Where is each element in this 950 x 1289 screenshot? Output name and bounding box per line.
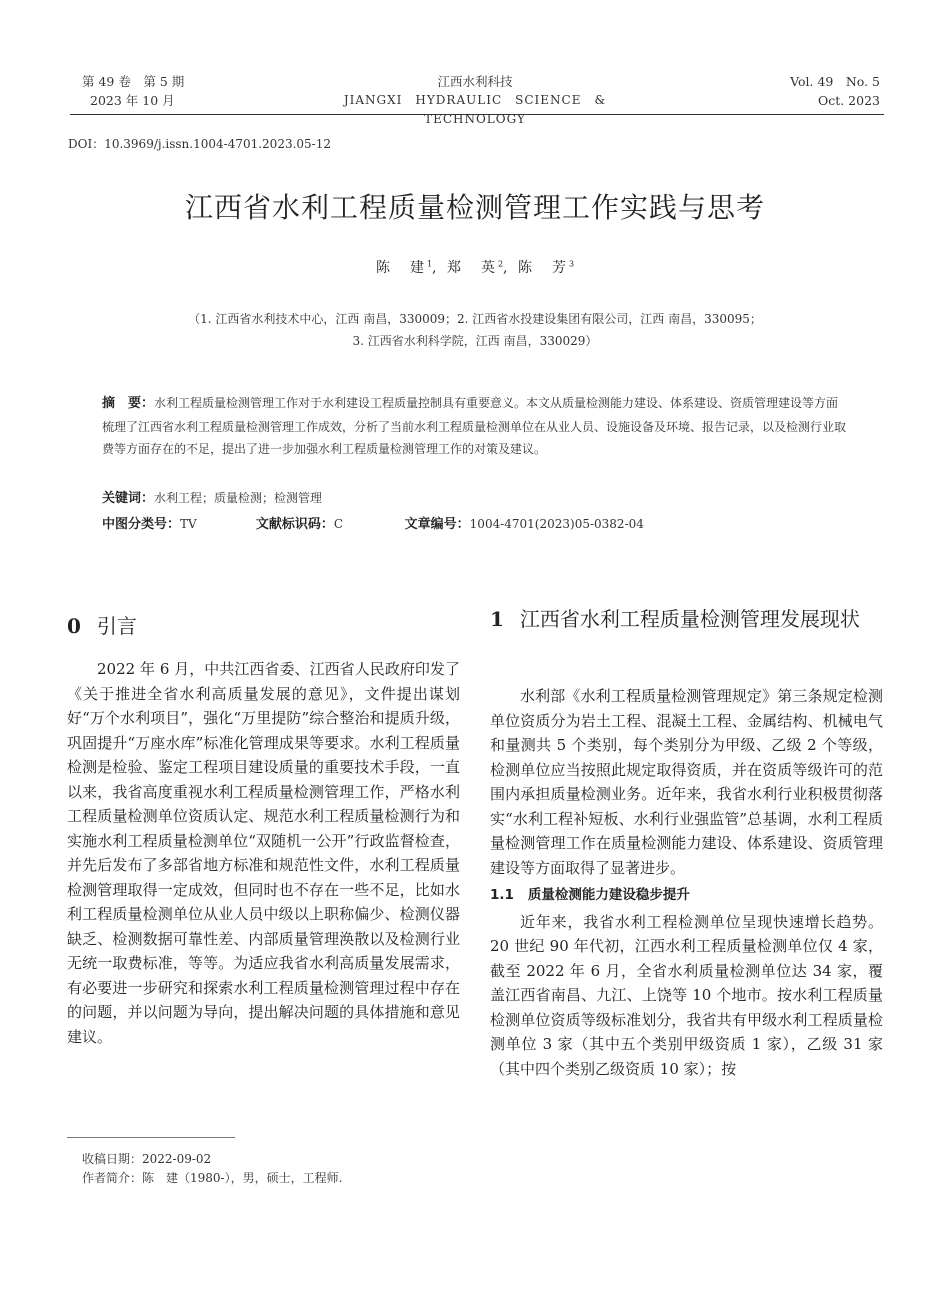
- running-header-center: [300, 72, 650, 129]
- affiliation-line-1: （1. 江西省水利技术中心，江西 南昌，330009；2. 江西省水投建设集团有限公司，江西 南昌，330095；: [188, 312, 762, 326]
- issue-date-en: Oct. 2023: [817, 93, 880, 108]
- abstract-text: 水利工程质量检测管理工作对于水利建设工程质量控制具有重要意义。本文从质量检测能力建设、体系建设、资质管理建设等方面梳理了江西省水利工程质量检测管理工作成效，分析了当前水利工程质量检测单位在从业人员、设施设备及环境、报告记录，以及检测行业取费等方面存在的不足，提出了进一步加强水利工程质量检测管理工作的对策及建议。: [102, 396, 847, 456]
- keywords: [102, 487, 322, 506]
- section-1-heading: [490, 604, 885, 634]
- clc-number: 中图分类号：TV: [102, 517, 197, 532]
- author-3: 陈 芳$^3$: [517, 259, 575, 276]
- received-date: 收稿日期：2022-09-02: [82, 1152, 212, 1166]
- author-2: 郑 英$^2$: [446, 259, 504, 276]
- subsection-1-1-paragraph: 近年来，我省水利工程检测单位呈现快速增长趋势。20 世纪 90 年代初，江西水利工程质量检测单位仅 4 家，截至 2022 年 6 月，全省水利质量检测单位达 34 家，覆盖江西省南昌、九江、上饶等 10 个地市。按水利工程质量检测单位资质等级标准划分，我省共有甲级水利工程质量检测单位 3 家（其中五个类别甲级资质 1 家），乙级 31 家（其中四个类别乙级资质 10 家）；按: [490, 912, 883, 1078]
- doi: DOI：10.3969/j.issn.1004-4701.2023.05-12: [68, 137, 331, 151]
- right-column: [490, 684, 883, 1081]
- journal-name-en: JIANGXI HYDRAULIC SCIENCE & TECHNOLOGY: [343, 93, 620, 126]
- journal-name-cn: 江西水利科技: [437, 74, 513, 89]
- subsection-1-1-heading: [490, 883, 883, 908]
- subsection-1-1-title: 质量检测能力建设稳步提升: [527, 887, 690, 903]
- section-0-title: 引言: [96, 614, 137, 638]
- left-column: [67, 657, 460, 1049]
- section-0-paragraph: 2022 年 6 月，中共江西省委、江西省人民政府印发了《关于推进全省水利高质量发展的意见》，文件提出谋划好“万个水利项目”，强化“万里提防”综合整治和提质升级，巩固提升“万座水库”标准化管理成果等要求。水利工程质量检测是检验、鉴定工程项目建设质量的重要技术手段，一直以来，我省高度重视水利工程质量检测管理工作，严格水利工程质量检测单位资质认定、规范水利工程质量检测行为和实施水利工程质量检测单位“双随机一公开”行政监督检查，并先后发布了多部省地方标准和规范性文件，水利工程质量检测管理取得一定成效，但同时也不存在一些不足，比如水利工程质量检测单位从业人员中级以上职称偏少、检测仪器缺乏、检测数据可靠性差、内部质量管理涣散以及检测行业无统一取费标准，等等。为适应我省水利高质量发展需求，有必要进一步研究和探索水利工程质量检测管理过程中存在的问题，并以问题为导向，提出解决问题的具体措施和意见建议。: [67, 660, 460, 1046]
- running-header-left: [82, 72, 282, 110]
- author-list: 陈 建$^1$, 郑 英$^2$, 陈 芳$^3$: [375, 259, 575, 276]
- keywords-label: 关键词：: [102, 491, 155, 506]
- issue-date-cn: 2023 年 10 月: [90, 93, 175, 108]
- section-1-title: 江西省水利工程质量检测管理发展现状: [519, 607, 860, 631]
- volume-issue: 第 49 卷 第 5 期: [82, 74, 185, 89]
- affiliations: [110, 308, 840, 352]
- author-1: 陈 建$^1$: [375, 259, 433, 276]
- footnote-rule: [67, 1137, 235, 1138]
- running-header-right: [700, 72, 880, 110]
- abstract-label: 摘 要：: [102, 396, 155, 411]
- author-bio: 作者简介：陈 建（1980-），男，硕士，工程师.: [82, 1171, 343, 1185]
- volume-en: Vol. 49 No. 5: [790, 74, 880, 89]
- section-1-paragraph: 水利部《水利工程质量检测管理规定》第三条规定检测单位资质分为岩土工程、混凝土工程、金属结构、机械电气和量测共 5 个类别，每个类别分为甲级、乙级 2 个等级，检测单位应当按照此规定取得资质，并在资质等级许可的范围内承担质量检测业务。近年来，我省水利行业积极贯彻落实“水利工程补短板、水利行业强监管”总基调，水利工程质量检测管理工作在质量检测能力建设、体系建设、资质管理建设等方面取得了显著进步。: [490, 687, 883, 877]
- abstract: [102, 392, 847, 461]
- section-1-number: 1: [490, 607, 504, 631]
- classification-line: [102, 513, 847, 532]
- article-number: 文章编号：1004-4701(2023)05-0382-04: [404, 517, 644, 532]
- footnote: [82, 1150, 342, 1188]
- section-0-heading: [67, 610, 137, 639]
- document-code: 文献标识码：C: [255, 517, 344, 532]
- keywords-text: 水利工程；质量检测；检测管理: [154, 491, 323, 505]
- header-rule: [70, 114, 884, 115]
- affiliation-line-2: 3. 江西省水利科学院，江西 南昌，330029）: [352, 334, 598, 348]
- section-0-number: 0: [67, 614, 81, 638]
- subsection-1-1-number: 1.1: [490, 887, 514, 903]
- paper-title: 江西省水利工程质量检测管理工作实践与思考: [184, 191, 765, 224]
